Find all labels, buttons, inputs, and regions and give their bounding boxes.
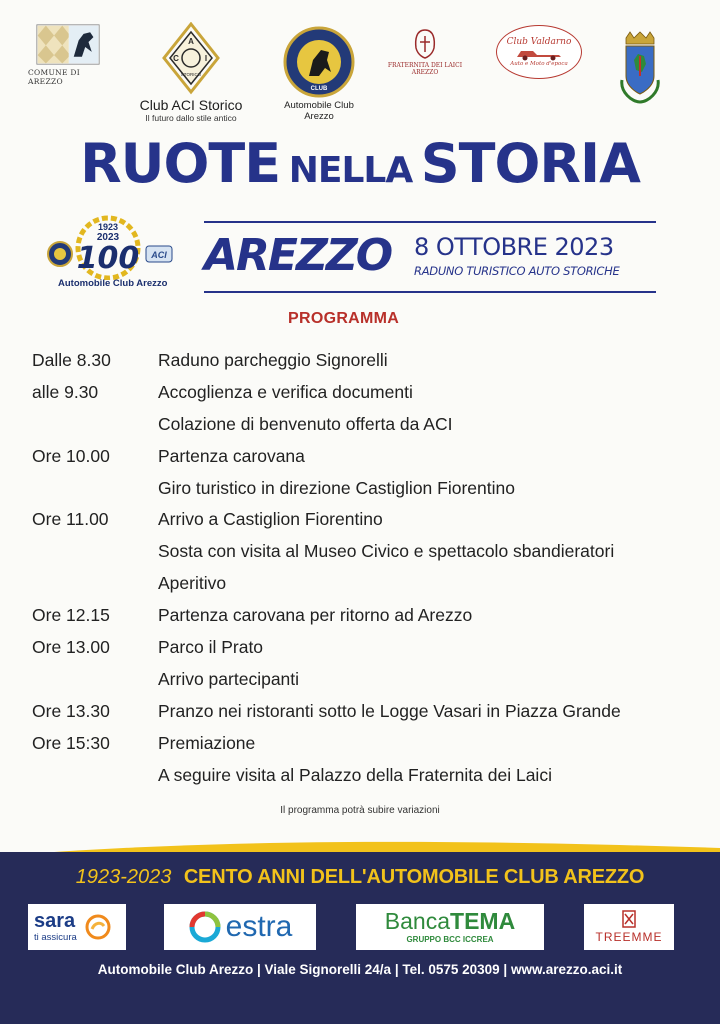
logo-castiglion-crest (612, 30, 668, 110)
footer-years: 1923-2023 (75, 866, 172, 888)
automobile-club-line1: Automobile Club (284, 100, 354, 111)
treemme-mark-icon (622, 910, 636, 928)
schedule-time: Ore 10.00 (32, 445, 110, 466)
schedule-activity: Partenza carovana (158, 445, 305, 466)
comune-arezzo-crest-icon (29, 24, 107, 65)
castiglion-crest-icon (612, 30, 668, 110)
centenary-years-bottom: 2023 (96, 232, 120, 243)
schedule-activity: Partenza carovana per ritorno ad Arezzo (158, 605, 473, 626)
fraternita-line1: FRATERNITA DEI LAICI (387, 62, 463, 69)
event-city: AREZZO (204, 230, 392, 281)
sponsor-treemme (584, 904, 674, 950)
sara-tagline: ti assicura (34, 932, 77, 944)
schedule-activity: Aperitivo (158, 573, 227, 594)
programma-heading: PROGRAMMA (288, 310, 400, 327)
schedule-row (32, 537, 702, 569)
comune-arezzo-label: COMUNE DI AREZZO (28, 68, 80, 86)
schedule-row (32, 569, 702, 601)
automobile-club-line2: Arezzo (304, 111, 334, 122)
aci-storico-badge-text: STORICO (180, 72, 202, 77)
disclaimer: Il programma potrà subire variazioni (280, 805, 440, 816)
schedule-time: Ore 12.15 (32, 605, 110, 626)
schedule-row (32, 505, 702, 537)
logo-club-valdarno (496, 25, 582, 79)
event-date: 8 OTTOBRE 2023 (414, 233, 614, 261)
schedule-time: Ore 13.00 (32, 637, 110, 658)
aci-storico-tagline: Il futuro dallo stile antico (145, 113, 237, 123)
schedule-activity: A seguire visita al Palazzo della Fraternita dei Laici (158, 764, 552, 785)
aci-storico-badge-letter-c: C (173, 54, 179, 63)
schedule-time: Ore 15:30 (32, 732, 110, 753)
logo-club-aci-storico (128, 22, 254, 123)
sponsor-estra (164, 904, 316, 950)
banca-part1: Banca (384, 908, 451, 934)
aci-storico-badge-letter-i: I (204, 54, 208, 63)
logo-automobile-club-arezzo (268, 26, 370, 122)
schedule-row (32, 346, 702, 378)
vintage-car-icon (513, 47, 565, 61)
schedule-time: Dalle 8.30 (32, 350, 111, 370)
sponsor-banca-tema (356, 904, 544, 950)
footer-contact: Automobile Club Arezzo | Viale Signorelli 24/a | Tel. 0575 20309 | www.arezzo.aci.it (97, 962, 623, 977)
banca-group: GRUPPO BCC ICCREA (406, 935, 494, 944)
schedule-activity: Parco il Prato (158, 637, 264, 658)
schedule-activity: Pranzo nei ristoranti sotto le Logge Vasari in Piazza Grande (158, 700, 621, 721)
schedule-time: alle 9.30 (32, 381, 99, 402)
footer-headline-row (0, 866, 720, 889)
aci-storico-badge-letter-a: A (188, 37, 194, 46)
schedule-activity: Arrivo a Castiglion Fiorentino (158, 509, 383, 530)
schedule-activity: Sosta con visita al Museo Civico e spettacolo sbandieratori (158, 541, 615, 562)
footer-headline: CENTO ANNI DELL'AUTOMOBILE CLUB AREZZO (183, 866, 645, 888)
logo-fraternita-laici (382, 28, 468, 76)
schedule-list (32, 346, 702, 792)
schedule-activity: Accoglienza e verifica documenti (158, 381, 413, 402)
centenary-label: Automobile Club Arezzo (58, 278, 168, 289)
schedule-row (32, 410, 702, 442)
treemme-name: TREEMME (595, 930, 663, 944)
fraternita-line2: AREZZO (411, 69, 439, 76)
banca-part2: TEMA (450, 908, 516, 934)
schedule-row (32, 442, 702, 474)
schedule-row (32, 761, 702, 793)
valdarno-line2: Auto e Moto d'epoca (510, 61, 568, 67)
schedule-row (32, 729, 702, 761)
schedule-time: Ore 11.00 (32, 509, 109, 530)
valdarno-line1: Club Valdarno (506, 37, 572, 47)
sara-swirl-icon (83, 912, 113, 942)
schedule-row (32, 633, 702, 665)
fraternita-emblem-icon (412, 28, 438, 60)
sara-name: sara (34, 910, 76, 933)
centenary-number: 100 (76, 241, 140, 276)
schedule-row (32, 697, 702, 729)
main-title (0, 132, 720, 195)
estra-ring-icon (188, 910, 222, 944)
schedule-activity: Arrivo partecipanti (158, 668, 300, 689)
event-banner-top-line (204, 221, 656, 223)
centenary-aci-badge: ACI (151, 250, 167, 260)
aci-storico-badge-icon (160, 22, 222, 96)
automobile-club-badge-text: CLUB (310, 86, 328, 92)
centenary-gear-icon (44, 210, 180, 280)
schedule-activity: Premiazione (158, 732, 256, 753)
title-nella: NELLA (288, 150, 413, 191)
aci-storico-title: Club ACI Storico (139, 97, 243, 113)
schedule-row (32, 665, 702, 697)
title-storia: STORIA (420, 132, 640, 195)
schedule-activity: Raduno parcheggio Signorelli (158, 350, 388, 370)
centenary-logo (44, 210, 180, 292)
centenary-years-top: 1923 (97, 222, 119, 232)
event-subtitle: RADUNO TURISTICO AUTO STORICHE (414, 264, 620, 278)
estra-name: estra (225, 910, 293, 943)
schedule-row (32, 474, 702, 506)
sponsor-sara (28, 904, 126, 950)
schedule-row (32, 378, 702, 410)
event-banner-bottom-line (204, 291, 656, 293)
schedule-row (32, 601, 702, 633)
schedule-activity: Giro turistico in direzione Castiglion Fiorentino (158, 477, 515, 498)
schedule-time: Ore 13.30 (32, 700, 110, 721)
schedule-activity: Colazione di benvenuto offerta da ACI (158, 413, 453, 434)
title-ruote: RUOTE (80, 132, 281, 195)
logo-comune-arezzo (28, 24, 108, 86)
automobile-club-horse-badge-icon (283, 26, 355, 98)
